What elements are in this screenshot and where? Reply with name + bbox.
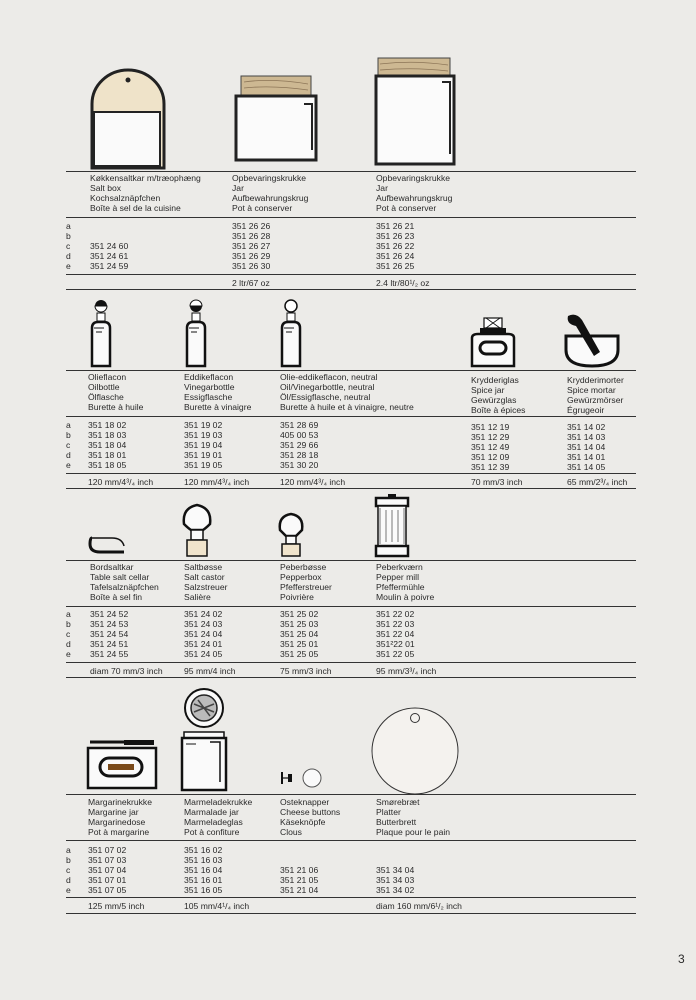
product-codes: 351 24 02 351 24 03 351 24 04 351 24 01 351 24 05 bbox=[184, 609, 223, 659]
product-size: 120 mm/4³/₄ inch bbox=[88, 477, 154, 487]
product-codes: 351 18 02 351 18 03 351 18 04 351 18 01 351 18 05 bbox=[88, 420, 127, 470]
product-size: diam 70 mm/3 inch bbox=[90, 666, 163, 676]
product-codes: 351 28 69 405 00 53 351 29 66 351 28 18 351 30 20 bbox=[280, 420, 319, 470]
product-size: 95 mm/3³/₄ inch bbox=[376, 666, 437, 676]
product-codes: 351 22 02 351 22 03 351 22 04 351²22 01 351 22 05 bbox=[376, 609, 415, 659]
product-codes: 351 24 52 351 24 53 351 24 54 351 24 51 351 24 55 bbox=[90, 609, 129, 659]
product-name: Opbevaringskrukke Jar Aufbewahrungskrug Pot à conserver bbox=[232, 173, 309, 213]
product-name: Smørebræt Platter Butterbrett Plaque pour le pain bbox=[376, 797, 451, 837]
spice-mortar-illustration bbox=[562, 312, 624, 368]
product-size: 65 mm/2³/₄ inch bbox=[567, 477, 628, 487]
product-codes: 351 21 06 351 21 05 351 21 04 bbox=[280, 865, 319, 895]
product-name: Opbevaringskrukke Jar Aufbewahrungskrug Pot à conserver bbox=[376, 173, 453, 213]
product-codes: 351 12 19 351 12 29 351 12 49 351 12 09 351 12 39 bbox=[471, 422, 510, 472]
product-name: Krydderimorter Spice mortar Gewürzmörser Égrugeoir bbox=[567, 375, 624, 415]
product-codes: 351 24 60 351 24 61 351 24 59 bbox=[90, 241, 129, 271]
product-name: Olie-eddikeflacon, neutral Oil/Vinegarbottle, neutral Öl/Essigflasche, neutral Burette à huile et à vinaigre, neutre bbox=[280, 372, 414, 412]
product-codes: 351 07 02 351 07 03 351 07 04 351 07 01 351 07 05 bbox=[88, 845, 127, 895]
product-size: 105 mm/4¹/₄ inch bbox=[184, 901, 250, 911]
product-size: 2.4 ltr/80¹/₂ oz bbox=[376, 278, 430, 288]
product-size: 120 mm/4³/₄ inch bbox=[280, 477, 346, 487]
product-name: Peberkværn Pepper mill Pfeffermühle Moulin à poivre bbox=[376, 562, 435, 602]
salt-cellar-illustration bbox=[88, 534, 128, 556]
pepperbox-illustration bbox=[276, 512, 306, 558]
row-letters: a b c d e bbox=[66, 609, 71, 659]
product-size: 120 mm/4³/₄ inch bbox=[184, 477, 250, 487]
product-size: 125 mm/5 inch bbox=[88, 901, 145, 911]
product-codes: 351 14 02 351 14 03 351 14 04 351 14 01 351 14 05 bbox=[567, 422, 606, 472]
page-number: 3 bbox=[678, 952, 685, 966]
product-codes: 351 16 02 351 16 03 351 16 04 351 16 01 351 16 05 bbox=[184, 845, 223, 895]
product-name: Osteknapper Cheese buttons Käseknöpfe Clous bbox=[280, 797, 341, 837]
row-letters: a b c d e bbox=[66, 845, 71, 895]
product-name: Peberbøsse Pepperbox Pfefferstreuer Poivrière bbox=[280, 562, 332, 602]
product-name: Krydderiglas Spice jar Gewürzglas Boîte à épices bbox=[471, 375, 526, 415]
neutral-bottle-illustration bbox=[279, 298, 303, 368]
salt-castor-illustration bbox=[180, 502, 214, 558]
product-size: 75 mm/3 inch bbox=[280, 666, 332, 676]
row-letters: a b c d e bbox=[66, 420, 71, 470]
cheese-buttons-illustration bbox=[278, 766, 324, 792]
product-codes: 351 34 04 351 34 03 351 34 02 bbox=[376, 865, 415, 895]
product-name: Saltbøsse Salt castor Salzstreuer Salière bbox=[184, 562, 228, 602]
jar-2ltr-illustration bbox=[232, 74, 320, 166]
product-codes: 351 25 02 351 25 03 351 25 04 351 25 01 351 25 05 bbox=[280, 609, 319, 659]
product-name: Eddikeflacon Vinegarbottle Essigflasche Burette à vinaigre bbox=[184, 372, 252, 412]
jar-2-4ltr-illustration bbox=[374, 56, 458, 168]
product-name: Marmeladekrukke Marmalade jar Marmeladeglas Pot à confiture bbox=[184, 797, 253, 837]
row-letters: a b c d e bbox=[66, 221, 71, 271]
oil-bottle-illustration bbox=[89, 298, 113, 368]
salt-box-illustration bbox=[88, 68, 168, 170]
product-size: 70 mm/3 inch bbox=[471, 477, 523, 487]
margarine-jar-illustration bbox=[86, 738, 158, 792]
spice-jar-illustration bbox=[470, 316, 518, 368]
pepper-mill-illustration bbox=[374, 494, 410, 558]
marmalade-jar-illustration bbox=[180, 688, 228, 792]
product-name: Margarinekrukke Margarine jar Margarinedose Pot à margarine bbox=[88, 797, 152, 837]
product-size: diam 160 mm/6¹/₂ inch bbox=[376, 901, 462, 911]
vinegar-bottle-illustration bbox=[184, 298, 208, 368]
product-name: Køkkensaltkar m/træophæng Salt box Kochsalznäpfchen Boîte à sel de la cuisine bbox=[90, 173, 201, 213]
product-codes: 351 26 21 351 26 23 351 26 22 351 26 24 351 26 25 bbox=[376, 221, 415, 271]
product-codes: 351 19 02 351 19 03 351 19 04 351 19 01 351 19 05 bbox=[184, 420, 223, 470]
product-size: 2 ltr/67 oz bbox=[232, 278, 270, 288]
product-name: Olieflacon Oilbottle Ölflasche Burette à huile bbox=[88, 372, 144, 412]
product-codes: 351 26 26 351 26 28 351 26 27 351 26 29 351 26 30 bbox=[232, 221, 271, 271]
product-name: Bordsaltkar Table salt cellar Tafelsalznäpfchen Boîte à sel fin bbox=[90, 562, 159, 602]
platter-illustration bbox=[370, 706, 460, 796]
product-size: 95 mm/4 inch bbox=[184, 666, 236, 676]
